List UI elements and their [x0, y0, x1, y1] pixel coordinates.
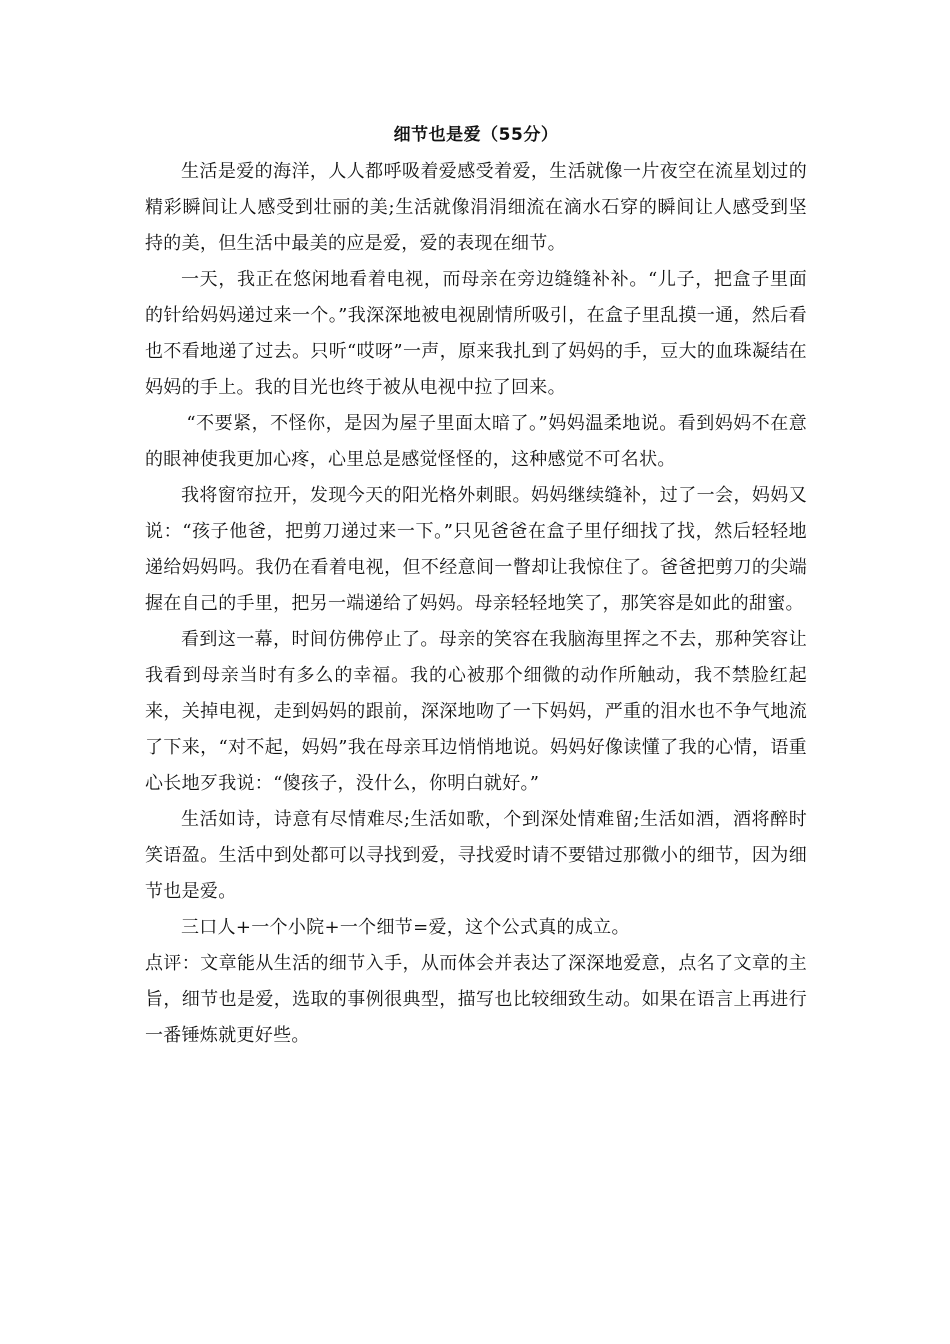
paragraph-reflection: 看到这一幕，时间仿佛停止了。母亲的笑容在我脑海里挥之不去，那种笑容让我看到母亲当时有多么的幸福。我的心被那个细微的动作所触动，我不禁脸红起来，关掉电视，走到妈妈的跟前，深深地吻了一下妈妈，严重的泪水也不争气地流了下来，“对不起，妈妈”我在母亲耳边悄悄地说。妈妈好像读懂了我的心情，语重心长地歹我说：“傻孩子，没什么，你明白就好。” [145, 629, 807, 794]
paragraph-needle-story: 一天，我正在悠闲地看着电视，而母亲在旁边缝缝补补。“儿子，把盒子里面的针给妈妈递过来一个。”我深深地被电视剧情所吸引，在盒子里乱摸一通，然后看也不看地递了过去。只听“哎呀”一声，原来我扎到了妈妈的手，豆大的血珠凝结在妈妈的手上。我的目光也终于被从电视中拉了回来。 [145, 269, 807, 398]
paragraph-intro: 生活是爱的海洋，人人都呼吸着爱感受着爱，生活就像一片夜空在流星划过的精彩瞬间让人感受到壮丽的美;生活就像涓涓细流在滴水石穿的瞬间让人感受到坚持的美，但生活中最美的应是爱，爱的表现在细节。 [145, 161, 807, 254]
paragraph-life-poem: 生活如诗，诗意有尽情难尽;生活如歌，个到深处情难留;生活如酒，酒将醉时笑语盈。生活中到处都可以寻找到爱，寻找爱时请不要错过那微小的细节，因为细节也是爱。 [145, 809, 807, 902]
paragraph-mother-reply: “不要紧，不怪你，是因为屋子里面太暗了。”妈妈温柔地说。看到妈妈不在意的眼神使我更加心疼，心里总是感觉怪怪的，这种感觉不可名状。 [145, 413, 807, 470]
essay-title: 细节也是爱（55分） [393, 125, 559, 145]
paragraph-scissors-story: 我将窗帘拉开，发现今天的阳光格外刺眼。妈妈继续缝补，过了一会，妈妈又说：“孩子他爸，把剪刀递过来一下。”只见爸爸在盒子里仔细找了找，然后轻轻地递给妈妈吗。我仍在看着电视，但不经意间一瞥却让我惊住了。爸爸把剪刀的尖端握在自己的手里，把另一端递给了妈妈。母亲轻轻地笑了，那笑容是如此的甜蜜。 [145, 485, 807, 614]
document-page [145, 118, 807, 1054]
paragraph-formula: 三口人+一个小院+一个细节=爱，这个公式真的成立。 [181, 917, 630, 938]
teacher-comment: 点评：文章能从生活的细节入手，从而体会并表达了深深地爱意，点名了文章的主旨，细节也是爱，选取的事例很典型，描写也比较细致生动。如果在语言上再进行一番锤炼就更好些。 [145, 953, 807, 1046]
